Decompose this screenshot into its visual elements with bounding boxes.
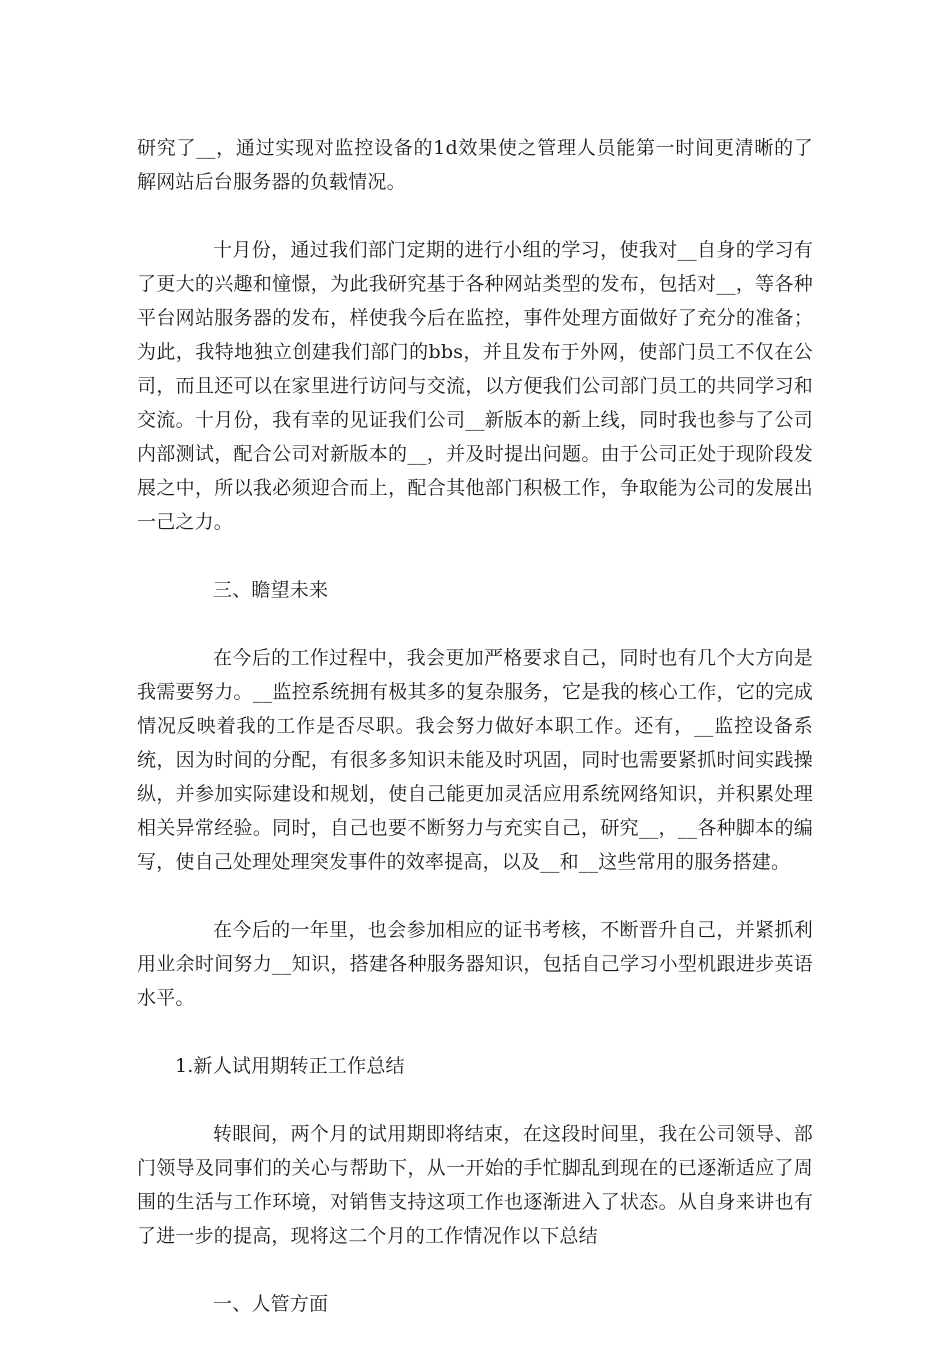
paragraph-future-work: 在今后的工作过程中，我会更加严格要求自己，同时也有几个大方向是我需要努力。__监控系统拥有极其多的复杂服务，它是我的核心工作，它的完成情况反映着我的工作是否尽职。我会努力做好本职工作。还有，__监控设备系统，因为时间的分配，有很多多知识未能及时巩固，同时也需要紧抓时间实践操纵，并参加实际建设和规划，使自己能更加灵活应用系统网络知识，并积累处理相关异常经验。同时，自己也要不断努力与充实自己，研究__，__各种脚本的编写，使自己处理处理突发事件的效率提高，以及__和__这些常用的服务搭建。 (137, 647, 813, 873)
paragraph-october-study: 十月份，通过我们部门定期的进行小组的学习，使我对__自身的学习有了更大的兴趣和憧憬，为此我研究基于各种网站类型的发布，包括对__，等各种平台网站服务器的发布，样使我今后在监控，事件处理方面做好了充分的准备；为此，我特地独立创建我们部门的bbs，并且发布于外网，使部门员工不仅在公司，而且还可以在家里进行访问与交流，以方便我们公司部门员工的共同学习和交流。十月份，我有幸的见证我们公司__新版本的新上线，同时我也参与了公司内部测试，配合公司对新版本的__，并及时提出问题。由于公司正处于现阶段发展之中，所以我必须迎合而上，配合其他部门积极工作，争取能为公司的发展出一己之力。 (137, 239, 813, 533)
paragraph-monitoring-summary: 研究了__，通过实现对监控设备的1d效果使之管理人员能第一时间更清晰的了解网站后台服务器的负载情况。 (137, 137, 813, 193)
section-heading-outlook: 三、瞻望未来 (213, 579, 329, 601)
section-heading-personnel: 一、人管方面 (213, 1293, 329, 1315)
section-heading-probation-summary: 1.新人试用期转正工作总结 (175, 1055, 405, 1077)
paragraph-probation-intro: 转眼间，两个月的试用期即将结束，在这段时间里，我在公司领导、部门领导及同事们的关心与帮助下，从一开始的手忙脚乱到现在的已逐渐适应了周围的生活与工作环境，对销售支持这项工作也逐渐进入了状态。从自身来讲也有了进一步的提高，现将这二个月的工作情况作以下总结 (137, 1123, 813, 1247)
paragraph-next-year: 在今后的一年里，也会参加相应的证书考核，不断晋升自己，并紧抓利用业余时间努力__知识，搭建各种服务器知识，包括自己学习小型机跟进步英语水平。 (137, 919, 813, 1009)
document-body (137, 131, 813, 1355)
